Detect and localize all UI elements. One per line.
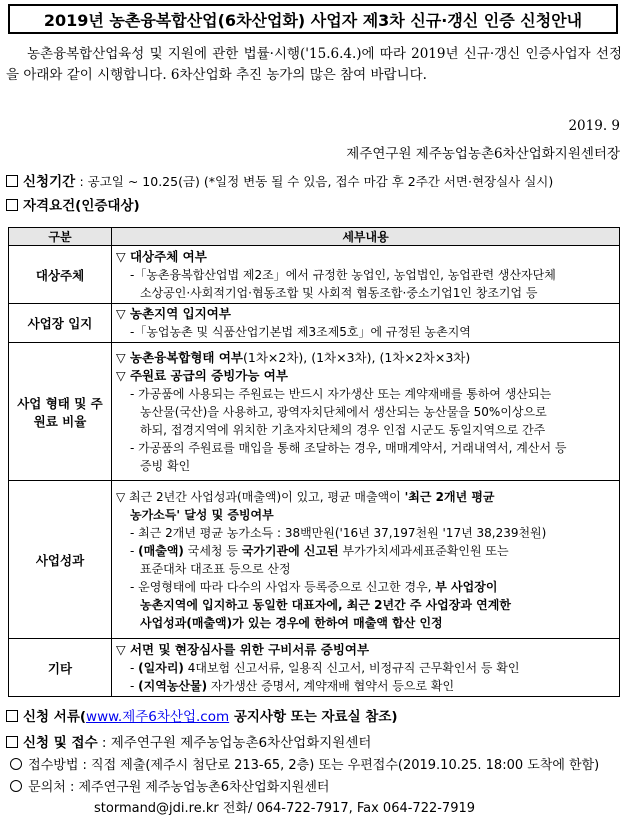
table-row [9, 639, 620, 697]
row-detail [112, 481, 620, 639]
table-header-row [9, 228, 620, 246]
apply-contact [6, 776, 329, 795]
bold-part: (매출액) [138, 543, 184, 558]
detail-line: 증빙 확인 [140, 458, 191, 473]
detail-line [116, 659, 615, 677]
bold-part: 국가기관에 신고된 [241, 543, 339, 558]
website-link[interactable]: www.제주6차산업.com [86, 709, 230, 725]
row-detail [112, 304, 620, 343]
row-category: 사업장 입지 [9, 304, 112, 343]
detail-line: - 최근 2개년 평균 농가소득 : 38백만원('16년 37,197천원 '17년 38,239천원) [130, 525, 547, 540]
apply-text: : 제주연구원 제주농업농촌6차산업화지원센터 [101, 735, 372, 751]
header-detail: 세부내용 [112, 228, 620, 246]
table-row [9, 246, 620, 304]
notice-title [8, 4, 618, 34]
text-part: 자가생산 증명서, 계약재배 협약서 등으로 확인 [207, 678, 455, 693]
checkbox-square-icon [6, 710, 18, 722]
detail-line: 표준대차 대조표 등으로 산정 [140, 561, 291, 576]
heading-part-bold: '최근 2개년 평균 [404, 489, 495, 504]
section-documents [6, 705, 398, 725]
table-row [9, 343, 620, 481]
dash: - [130, 543, 139, 558]
notice-organization: 제주연구원 제주농업농촌6차산업화지원센터장 [346, 146, 620, 162]
detail-line: - 가공품에 사용되는 주원료는 반드시 자가생산 또는 계약재배를 통하여 생산되는 [130, 386, 552, 401]
apply-method-text: 접수방법 : 직접 제출(제주시 첨단로 213-65, 2층) 또는 우편접수(2019.10.25. 18:00 도착에 한함) [28, 758, 600, 773]
detail-line: 농산물(국산)을 사용하고, 광역자치단체에서 생산되는 농산물을 50%이상으로 [140, 404, 547, 419]
qualification-label: 자격요건(인증대상) [23, 198, 140, 214]
detail-line [116, 578, 615, 596]
heading-part: ▽ 최근 2년간 사업성과(매출액)이 있고, 평균 매출액이 [116, 489, 405, 504]
intro-text: 농촌융복합산업육성 및 지원에 관한 법률·시행('15.6.4.)에 따라 2019년 신규·갱신 인증사업자 선정을 아래와 같이 시행합니다. 6차산업화 추진 농가의 많은 참여 바랍니다. [6, 46, 622, 83]
detail-line: 하되, 접경지역에 위치한 기초자치단체의 경우 인접 시군도 동일지역으로 간주 [140, 422, 546, 437]
row-detail [112, 246, 620, 304]
circle-bullet-icon [10, 758, 22, 770]
detail-line: 소상공인·사회적기업·협동조합 및 사회적 협동조합·중소기업1인 창조기업 등 [140, 285, 538, 300]
apply-method [6, 754, 599, 773]
documents-label-suffix: 공지사항 또는 자료실 참조) [229, 709, 398, 725]
criterion-heading-cont: 농가소득' 달성 및 증빙여부 [130, 507, 274, 522]
criterion-heading: ▽ 서면 및 현장심사를 위한 구비서류 증빙여부 [116, 641, 370, 657]
text-part: - 운영형태에 따라 다수의 사업자 등록증으로 신고한 경우, [130, 579, 436, 594]
row-detail [112, 343, 620, 481]
documents-label: 신청 서류( [23, 709, 87, 725]
detail-line: -「농촌융복합산업법 제2조」에서 규정한 농업인, 농업법인, 농업관련 생산자단체 [130, 267, 556, 282]
row-category: 사업 형태 및 주원료 비율 [9, 343, 112, 481]
checkbox-square-icon [6, 175, 18, 187]
dash: - [130, 660, 139, 675]
table-row [9, 304, 620, 343]
row-category: 기타 [9, 639, 112, 697]
dash: - [130, 678, 139, 693]
period-text: : 공고일 ~ 10.25(금) (*일정 변동 될 수 있음, 접수 마감 후 2주간 서면·현장실사 실시) [79, 174, 554, 189]
bold-part: (일자리) [138, 660, 184, 675]
detail-line: 농촌지역에 입지하고 동일한 대표자에, 최근 2년간 주 사업장과 연계한 [140, 597, 511, 612]
section-period [6, 170, 553, 190]
header-category: 구분 [9, 228, 112, 246]
circle-bullet-icon [10, 780, 22, 792]
detail-line [116, 677, 615, 695]
bold-part: (지역농산물) [138, 678, 208, 693]
period-label: 신청기간 [23, 174, 76, 190]
row-category: 사업성과 [9, 481, 112, 639]
criterion-heading [116, 349, 615, 367]
criterion-heading: ▽ 주원료 공급의 증빙가능 여부 [116, 367, 288, 383]
intro-paragraph [6, 44, 622, 86]
detail-line: - 가공품의 주원료를 매입을 통해 조달하는 경우, 매매계약서, 거래내역서, 계산서 등 [130, 440, 567, 455]
text-part: 국세청 등 [183, 543, 242, 558]
criterion-heading: ▽ 대상주체 여부 [116, 248, 207, 264]
row-category: 대상주체 [9, 246, 112, 304]
detail-line: 사업성과(매출액)가 있는 경우에 한하여 매출액 합산 인정 [140, 615, 443, 630]
notice-date: 2019. 9 [568, 118, 620, 134]
criterion-heading-text: ▽ 농촌융복합형태 여부 [116, 349, 243, 365]
table-row [9, 481, 620, 639]
criterion-heading: ▽ 농촌지역 입지여부 [116, 306, 231, 321]
criterion-heading [116, 488, 615, 506]
apply-label: 신청 및 접수 [23, 735, 98, 751]
row-detail [112, 639, 620, 697]
checkbox-square-icon [6, 736, 18, 748]
notice-title-text: 2019년 농촌융복합산업(6차산업화) 사업자 제3차 신규·갱신 인증 신청안내 [43, 10, 583, 30]
text-part: 부가가치세과세표준확인원 또는 [338, 543, 509, 558]
detail-line: -「농업농촌 및 식품산업기본법 제3조제5호」에 규정된 농촌지역 [130, 325, 471, 339]
text-part: 4대보험 신고서류, 일용직 신고서, 비정규직 근무확인서 등 확인 [183, 660, 520, 675]
criterion-heading-extra: (1차×2차), (1차×3차), (1차×2차×3차) [243, 349, 471, 365]
apply-contact-details: stormand@jdi.re.kr 전화/ 064-722-7917, Fax 064-722-7919 [94, 801, 476, 816]
requirements-table [8, 227, 620, 697]
checkbox-square-icon [6, 199, 18, 211]
apply-contact-text: 문의처 : 제주연구원 제주농업농촌6차산업화지원센터 [28, 780, 330, 795]
section-apply [6, 731, 371, 751]
bold-part: 부 사업장이 [435, 579, 498, 594]
section-qualification [6, 194, 140, 214]
detail-line [116, 542, 615, 560]
